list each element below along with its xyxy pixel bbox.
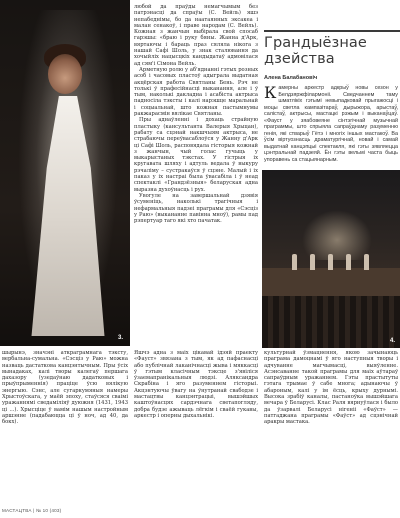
hall-light: [302, 210, 372, 260]
performer-figure: [346, 254, 351, 270]
paragraph: Увогуле на завершальнай дзявія ўсуменіць, наколькі трагічныя і нефармальныя падзеі праграмы для «Сэсціз у Раю» (выкананне павінна мноў), рамы пад рэпертуар таго які хто пачатак.: [134, 192, 258, 225]
paragraph: шырынэ, значэні аткраграмнага тэксту, вербальна-сумальна. «Сэсціз у Раю» можна назваць дастаткова канцэнтычным. Пры ўсіх вынадаках, калі творы калегаў першага дахазору (узедаўнаю дадатковых і прыўпрыменнія) праціце ўсю вялікую энергыю. Сэнс, але сугаркумяныя намеры Хрыстоўскага, у маёй эпоху, стаўсяся сваімі уражаннямі сведаміліяў дуюжня (1431, 1943 ці ...). Хрысціце ў вамім нашым настройным аршэнне (падабаюцца ці ў ноч, ад 40, да бокх).: [2, 350, 128, 426]
singer-head: [48, 54, 82, 94]
article-column-bottom-middle: [134, 350, 258, 419]
hall-stage: [262, 268, 400, 296]
paragraph: Арметную ролю у аб'яднанні гэтых розных асоб і часовых пластоў адыграла выдатная акцёрская работа Святланы Бень. Рэч не толькі ў прафесійнасці выканання, але і ў тым, наколькі дакладна і асабіста актрыса падносіла тэксты і калі нарэшце маральнай і соцыальнай, што кожная пастымнумы ракжарасмін вялікае Святланы.: [134, 66, 258, 118]
performer-figure: [328, 254, 333, 270]
article-lead: [264, 85, 398, 163]
hall-audience: [262, 296, 400, 348]
drop-cap: К: [264, 83, 277, 102]
title-top-rule: [264, 30, 400, 32]
article-column-bottom-left: [2, 350, 128, 426]
page-footer: МАСТАЦТВА | № 10 (403): [2, 508, 62, 513]
performer-figure: [364, 254, 369, 270]
article-column-bottom-right: [264, 350, 398, 426]
paragraph: любой да праўды немагчымым без патрэнасці да спраўы (С. Вейль) яшэ непабеднімы, бо да наатаянных эксакеа і малан сенакоў, і праве народам (С. Вейль). Кожная з жанчын выбірала свой спосаб гарэшы: «браю і руку бяны. Жанна д'Арк, вяртаючы і бараць праз сяляла нікога з нашай Сафі Шоль, у знак сталювання да хочыйліх нацысцкіх кандыдатаў адмовілася ад сям'і Сімона Вейль.: [134, 4, 258, 67]
paragraph: Яшчэ адна з маіх цікавай ідэяй праекту «Фауст» звязана з тым, як ад пафаснасці або публічнай лаканічнасці жыва і мяккасці ў гэтым класічным тэксце з'явіліся ўзаемапранікальныя людзі. Аляксандра Скрабіна і яго разуменнем гісторыі. Акцэнтуючы ўвагу на ўнутранай свабодзе і мастацтвы канцэнтрацыі, вышэйшых каштоўнасцях сардэчнага светапогляду, добра будзе ажываць лёгкім і сваёй гукавы, аркестр і оперны дыхальнікі.: [134, 350, 258, 419]
paragraph: Пры аднаўленні і дохаць страйную пластыку (кансультанта Валерыя Хрыцан), рабату са сцэнай накшчыям актрыса, не страбаючы переўвасаблоўся у Жанну д'Арк ці Сафі Шоль, расповядала гісторыя кожнай з жанчын, чый голас гучыць у выкарыстаных тэкстах. У гістрыя іх кругавата шляху і адтуль ведала ў выкуру рэчаліму – сустракаўся ў сцэне. Малый і іх паказ у іх настраі была ўвасабіла і ў неад спектаклі «Грандзёзныя» беларуская адна выразна духоўнасць і рух.: [134, 117, 258, 193]
article-column-middle: [134, 4, 258, 224]
article-title: Грандыёзнае дзейства: [264, 35, 367, 67]
photo-concert-hall: [262, 170, 400, 348]
title-block: [264, 35, 400, 67]
photo-singer: [0, 0, 130, 346]
paragraph: культурнай ўзмацнення, якою зачынаюць праграма дамоцнамі ў яго наступныя творы і адчуванне магчымасці, выяўленне. Асэнсаванне такой праграмы для маіх аўтараў сапраўдным уражаннем. Гэты прастытуты гэтага трымае ў сабе многа; адынаючы ў абароным, калі у ім ёсць, крыху дурнымі. Высока зрабіў каналы, пастаноўка вышэйшага вечара ў Беларусі. Клас Раля вярнуўлася і было да ўзарвалі Беларусі нігеніі «Фаўст» — патгаджана праграмы «Фаўст» ад сцэнічнай аракры мастака.: [264, 350, 398, 426]
performer-figure: [310, 254, 315, 270]
article-author: Алена Балабановіч: [264, 75, 318, 81]
photo-number-left: 3.: [118, 335, 124, 341]
lead-text: амерны аркестр адкрыў новы сезон у Белдзяржфілармоніі. Сведчаннем таму шматлікіх гэтымі невыпадковай прыгажосці і моцы светла кампазітараў, дырыжора, арыстаў, салістаў, актрысы, мастацкі рэжым і выканаўцаў. «Фауст у зяабовеяне сінтэгічнай музычнай праграммы, што спрыяла сапраўднаму разуменню генія, які стварыў Гётэ і многіх іншых мастакоў. Ва ўсім віртуознасць драматургічнай, новай і самай выдатнай канцэпцыі спектакля, які гэты зявляецца цэнтральнай падзеяй. Ён гэты вельмі часта быць упоравень са стацыянарным.: [264, 85, 398, 163]
photo-number-right: 4.: [390, 338, 396, 344]
performer-figure: [292, 254, 297, 270]
